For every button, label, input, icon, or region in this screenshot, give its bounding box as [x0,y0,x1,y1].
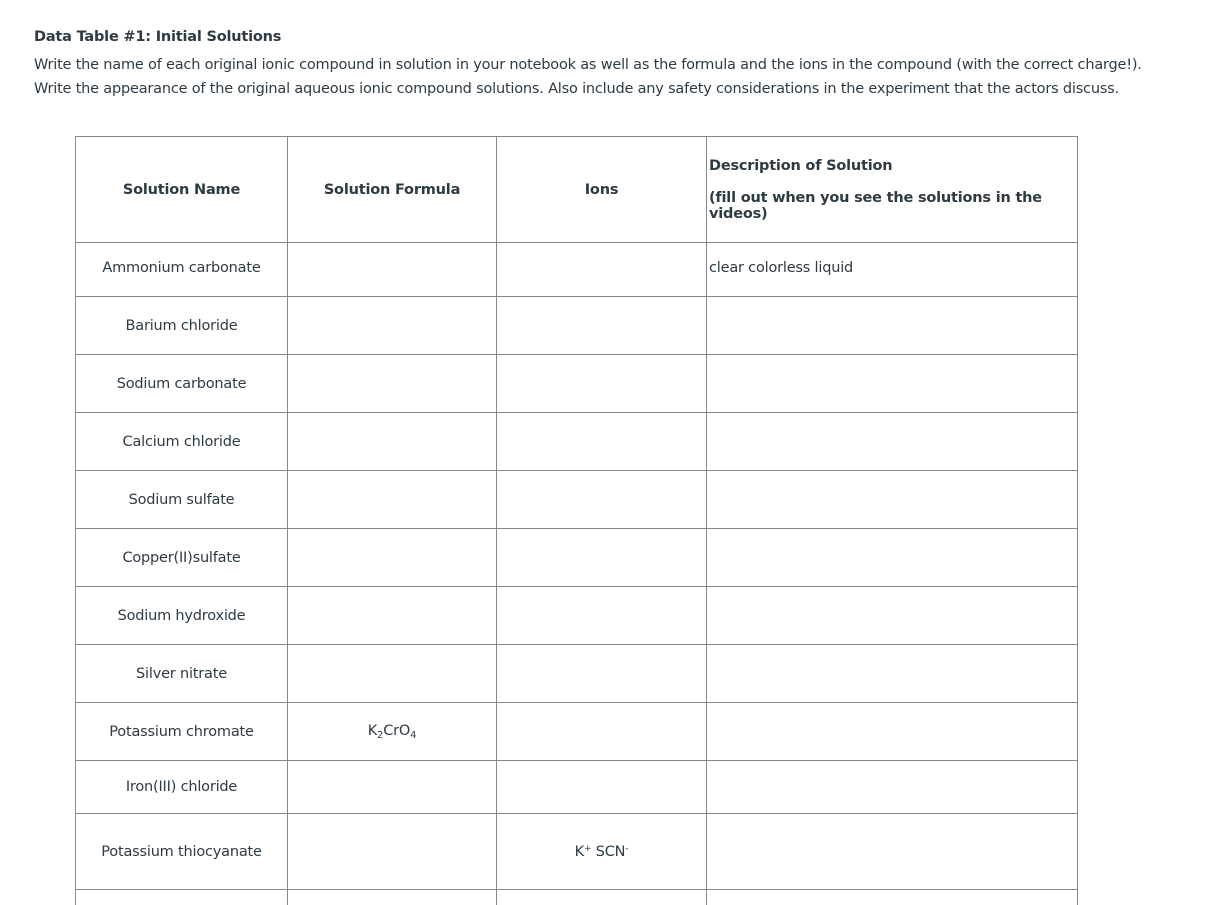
cell-formula[interactable] [288,587,497,645]
cell-solution-name: Potassium chromate [76,703,288,761]
formula-symbol: CrO [383,722,411,739]
table-row [76,471,1078,529]
table-row [76,355,1078,413]
cell-formula[interactable] [288,297,497,355]
cell-solution-name: Sodium carbonate [76,355,288,413]
ion-symbol: SCN [591,843,626,860]
table-row [76,529,1078,587]
cell-description[interactable] [707,890,1078,905]
header-ions: Ions [497,137,707,243]
cell-ions[interactable] [497,587,707,645]
cell-description[interactable] [707,761,1078,814]
cell-ions[interactable] [497,890,707,905]
cell-description[interactable] [707,529,1078,587]
formula-subscript: 2 [377,729,384,741]
formula-symbol: K [367,722,378,739]
cell-solution-name [76,890,288,905]
cell-formula[interactable] [288,471,497,529]
cell-description[interactable] [707,587,1078,645]
cell-formula[interactable] [288,890,497,905]
cell-formula[interactable] [288,529,497,587]
cell-formula[interactable] [288,761,497,814]
page-title: Data Table #1: Initial Solutions [34,29,282,45]
cell-ions[interactable] [497,703,707,761]
cell-description[interactable]: clear colorless liquid [707,243,1078,297]
cell-description[interactable] [707,645,1078,703]
cell-formula[interactable] [288,645,497,703]
cell-solution-name: Sodium hydroxide [76,587,288,645]
cell-description[interactable] [707,471,1078,529]
cell-formula[interactable] [288,814,497,890]
cell-ions[interactable] [497,814,707,890]
table-row [76,761,1078,814]
header-solution-formula: Solution Formula [288,137,497,243]
table-row [76,890,1078,905]
cell-description[interactable] [707,297,1078,355]
header-description-note: (fill out when you see the solutions in the videos) [709,189,1042,222]
instructions-paragraph: Write the name of each original ionic compound in solution in your notebook as well as the formula and the ions in the compound (with the correct charge!). Write the appearance of the original aqueous ionic compound solutions. Also include any safety considerations in the experiment that the actors discuss. [34,57,1142,97]
cell-solution-name: Iron(III) chloride [76,761,288,814]
cell-solution-name: Potassium thiocyanate [76,814,288,890]
table-header-row [76,137,1078,243]
table-row [76,413,1078,471]
cell-formula[interactable] [288,413,497,471]
cell-ions[interactable] [497,413,707,471]
cell-description[interactable] [707,355,1078,413]
cell-ions[interactable] [497,243,707,297]
table-row [76,297,1078,355]
header-solution-name: Solution Name [76,137,288,243]
cell-ions[interactable] [497,529,707,587]
cell-ions[interactable] [497,645,707,703]
ion-charge: + [583,843,592,854]
cell-description[interactable] [707,413,1078,471]
cell-description[interactable] [707,703,1078,761]
cell-solution-name: Ammonium carbonate [76,243,288,297]
table-row [76,645,1078,703]
cell-solution-name: Sodium sulfate [76,471,288,529]
header-description [707,137,1078,243]
cell-ions[interactable] [497,471,707,529]
cell-ions[interactable] [497,297,707,355]
cell-formula[interactable] [288,703,497,761]
table-row [76,587,1078,645]
cell-solution-name: Calcium chloride [76,413,288,471]
cell-ions[interactable] [497,355,707,413]
cell-ions[interactable] [497,761,707,814]
cell-solution-name: Silver nitrate [76,645,288,703]
cell-formula[interactable] [288,355,497,413]
ion-symbol: K [574,843,584,860]
formula-subscript: 4 [410,729,417,741]
table-row [76,814,1078,890]
table-row [76,243,1078,297]
ion-charge: - [625,843,629,854]
cell-formula[interactable] [288,243,497,297]
header-description-title: Description of Solution [709,157,893,174]
initial-solutions-table [75,136,1078,905]
cell-solution-name: Barium chloride [76,297,288,355]
table-row [76,703,1078,761]
cell-description[interactable] [707,814,1078,890]
cell-solution-name: Copper(II)sulfate [76,529,288,587]
